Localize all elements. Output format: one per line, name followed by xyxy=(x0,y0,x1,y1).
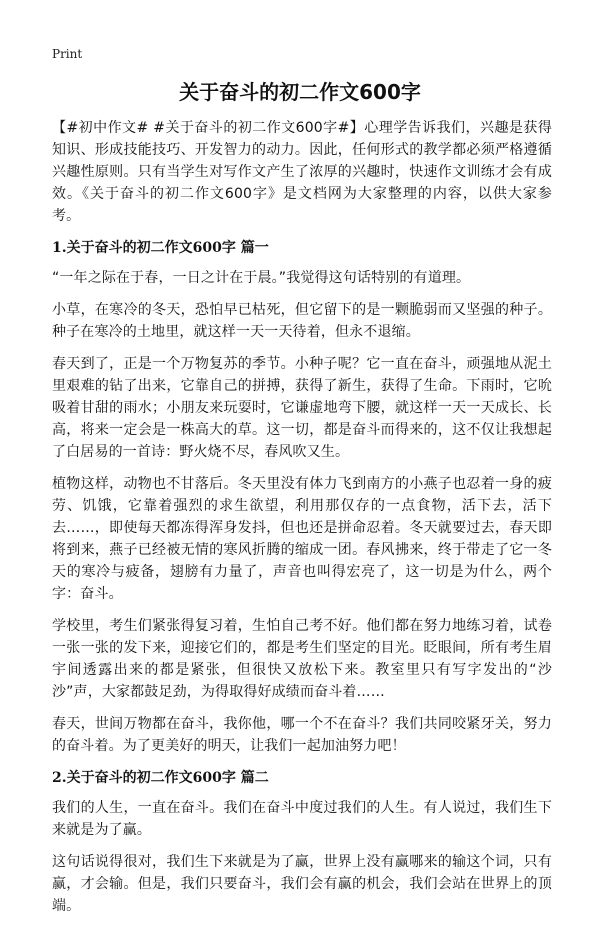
paragraph: 春天到了，正是一个万物复苏的季节。小种子呢？它一直在奋斗，顽强地从泥土里艰难的钻了出来，它靠自己的拼搏，获得了新生，获得了生命。下雨时，它吮吸着甘甜的雨水；小朋友来玩耍时，它谦虚地弯下腰，就这样一天一天成长、长高，将来一定会是一株高大的草。这一切，都是奋斗而得来的，这不仅让我想起了白居易的一首诗：野火烧不尽，春风吹又生。 xyxy=(52,356,552,460)
article-body xyxy=(52,117,552,927)
paragraph: “一年之际在于春，一日之计在于晨。”我觉得这句话特别的有道理。 xyxy=(52,270,471,286)
paragraph: 春天，世间万物都在奋斗，我你他，哪一个不在奋斗？我们共同咬紧牙关，努力的奋斗着。为了更美好的明天，让我们一起加油努力吧！ xyxy=(52,716,552,754)
print-link[interactable]: Print xyxy=(52,47,83,61)
section-heading-2: 2.关于奋斗的初二作文600字 篇二 xyxy=(52,770,269,786)
section-heading-1: 1.关于奋斗的初二作文600字 篇一 xyxy=(52,240,269,256)
intro-paragraph xyxy=(52,117,552,227)
paragraph: 我们的人生，一直在奋斗。我们在奋斗中度过我们的人生。有人说过，我们生下来就是为了赢。 xyxy=(52,800,552,838)
paragraph: 小草，在寒冷的冬天，恐怕早已枯死，但它留下的是一颗脆弱而又坚强的种子。种子在寒冷的土地里，就这样一天一天待着，但永不退缩。 xyxy=(52,302,552,340)
intro-tag: 【#初中作文# #关于奋斗的初二作文600字#】 xyxy=(52,120,365,136)
page-title: 关于奋斗的初二作文600字 xyxy=(179,80,421,104)
paragraph: 学校里，考生们紧张得复习着，生怕自己考不好。他们都在努力地练习着，试卷一张一张的发下来，迎接它们的，都是考生们坚定的目光。眨眼间，所有考生眉宇间透露出来的都是紧张，但很快又放松下来。教室里只有写字发出的“沙沙”声，大家都鼓足劲，为得取得好成绩而奋斗着…… xyxy=(52,618,552,700)
paragraph: 这句话说得很对，我们生下来就是为了赢，世界上没有赢哪来的输这个词，只有赢，才会输。但是，我们只要奋斗，我们会有赢的机会，我们会站在世界上的顶端。 xyxy=(52,854,552,914)
paragraph: 植物这样，动物也不甘落后。冬天里没有体力飞到南方的小燕子也忍着一身的疲劳、饥饿，它靠着强烈的求生欲望，利用那仅存的一点食物，活下去，活下去……，即使每天都冻得浑身发抖，但也还是拼命忍着。冬天就要过去，春天即将到来，燕子已经被无情的寒风折腾的缩成一团。春风拂来，终于带走了它一冬天的寒冷与疲备，翅膀有力量了，声音也叫得宏亮了，这一切是为什么，两个字：奋斗。 xyxy=(52,476,552,602)
intro-text: 心理学告诉我们，兴趣是获得知识、形成技能技巧、开发智力的动力。因此，任何形式的教学都必须严格遵循兴趣性原则。只有当学生对写作文产生了浓厚的兴趣时，快速作文训练才会有成效。《关于奋斗的初二作文600字》是文档网为大家整理的内容，以供大家参考。 xyxy=(52,120,552,224)
